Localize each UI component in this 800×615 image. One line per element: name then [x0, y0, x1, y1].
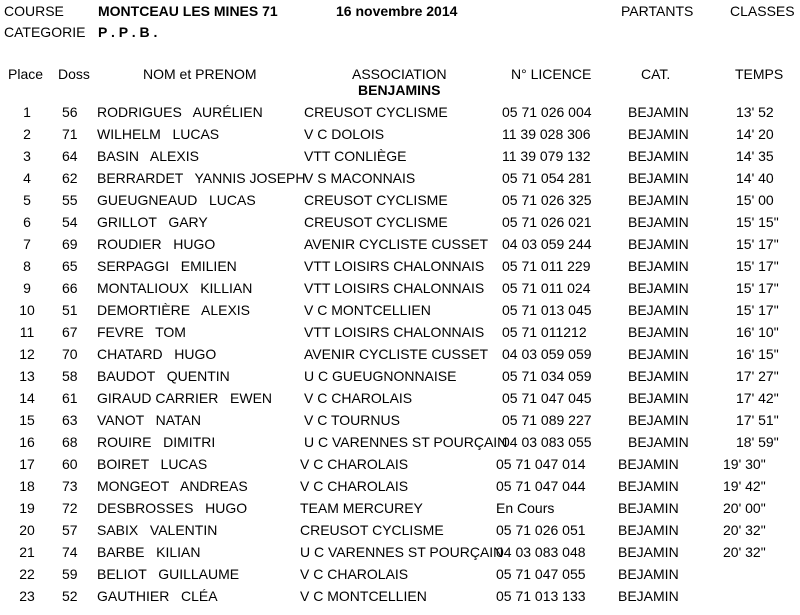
name-cell: FEVRE TOM [97, 324, 186, 340]
table-row [0, 390, 800, 412]
name-cell: SABIX VALENTIN [97, 522, 218, 538]
category-cell: BEJAMIN [618, 588, 679, 604]
doss-cell: 59 [62, 566, 78, 582]
time-cell: 18' 59" [736, 434, 779, 450]
table-row [0, 236, 800, 258]
place-cell: 15 [19, 412, 35, 428]
category-cell: BEJAMIN [618, 478, 679, 494]
licence-cell: 04 03 083 055 [502, 434, 592, 450]
place-cell: 2 [23, 126, 31, 142]
partants-label: PARTANTS [621, 3, 694, 19]
name-cell: CHATARD HUGO [97, 346, 217, 362]
licence-cell: 04 03 059 059 [502, 346, 592, 362]
table-row [0, 368, 800, 390]
table-row [0, 214, 800, 236]
doss-cell: 58 [62, 368, 78, 384]
col-header-temps: TEMPS [735, 66, 784, 82]
place-cell: 13 [19, 368, 35, 384]
association-cell: VTT LOISIRS CHALONNAIS [304, 280, 485, 296]
classes-label: CLASSES [730, 3, 795, 19]
place-cell: 21 [19, 544, 35, 560]
place-cell: 22 [19, 566, 35, 582]
time-cell: 15' 17" [736, 302, 779, 318]
place-cell: 8 [23, 258, 31, 274]
association-cell: VTT LOISIRS CHALONNAIS [304, 258, 485, 274]
doss-cell: 73 [62, 478, 78, 494]
name-cell: GUEUGNEAUD LUCAS [97, 192, 256, 208]
category-cell: BEJAMIN [628, 434, 689, 450]
place-cell: 12 [19, 346, 35, 362]
time-cell: 14' 20 [736, 126, 774, 142]
category-cell: BEJAMIN [618, 500, 679, 516]
table-row [0, 588, 800, 610]
category-cell: BEJAMIN [628, 192, 689, 208]
category-cell: BEJAMIN [628, 148, 689, 164]
place-cell: 16 [19, 434, 35, 450]
licence-cell: 11 39 079 132 [502, 148, 591, 164]
licence-cell: 05 71 026 004 [502, 104, 592, 120]
licence-cell: 05 71 026 051 [496, 522, 586, 538]
time-cell: 19' 30" [723, 456, 766, 472]
association-cell: V C DOLOIS [304, 126, 385, 142]
table-row [0, 192, 800, 214]
table-row [0, 324, 800, 346]
col-header-name: NOM et PRENOM [143, 66, 257, 82]
table-row [0, 412, 800, 434]
time-cell: 20' 32" [723, 522, 766, 538]
doss-cell: 51 [62, 302, 78, 318]
licence-cell: 05 71 054 281 [502, 170, 592, 186]
association-cell: CREUSOT CYCLISME [304, 104, 448, 120]
doss-cell: 71 [62, 126, 78, 142]
doss-cell: 62 [62, 170, 78, 186]
category-cell: BEJAMIN [628, 390, 689, 406]
doss-cell: 68 [62, 434, 78, 450]
association-cell: U C VARENNES ST POURÇAIN [300, 544, 504, 560]
name-cell: RODRIGUES AURÉLIEN [97, 104, 263, 120]
place-cell: 20 [19, 522, 35, 538]
doss-cell: 55 [62, 192, 78, 208]
association-cell: V S MACONNAIS [304, 170, 416, 186]
doss-cell: 69 [62, 236, 78, 252]
name-cell: BAUDOT QUENTIN [97, 368, 230, 384]
time-cell: 15' 17" [736, 280, 779, 296]
table-row [0, 500, 800, 522]
race-date: 16 novembre 2014 [336, 3, 458, 19]
table-row [0, 434, 800, 456]
categorie-label: CATEGORIE [4, 24, 86, 40]
table-row [0, 456, 800, 478]
licence-cell: 05 71 011212 [502, 324, 587, 340]
category-cell: BEJAMIN [628, 236, 689, 252]
place-cell: 5 [23, 192, 31, 208]
time-cell: 15' 17" [736, 236, 779, 252]
licence-cell: 05 71 089 227 [502, 412, 592, 428]
name-cell: SERPAGGI EMILIEN [97, 258, 237, 274]
table-row [0, 170, 800, 192]
time-cell: 15' 15" [736, 214, 779, 230]
doss-cell: 56 [62, 104, 78, 120]
category-cell: BEJAMIN [628, 346, 689, 362]
table-row [0, 148, 800, 170]
table-row [0, 126, 800, 148]
time-cell: 19' 42" [723, 478, 766, 494]
association-cell: V C CHAROLAIS [300, 456, 409, 472]
category-cell: BEJAMIN [628, 412, 689, 428]
table-row [0, 104, 800, 126]
place-cell: 3 [23, 148, 31, 164]
licence-cell: 05 71 011 229 [502, 258, 591, 274]
col-header-cat: CAT. [641, 66, 671, 82]
association-cell: U C GUEUGNONNAISE [304, 368, 457, 384]
name-cell: BELIOT GUILLAUME [97, 566, 240, 582]
col-header-place: Place [8, 66, 44, 82]
association-cell: AVENIR CYCLISTE CUSSET [304, 346, 489, 362]
doss-cell: 64 [62, 148, 78, 164]
table-row [0, 258, 800, 280]
time-cell: 20' 00" [723, 500, 766, 516]
name-cell: DEMORTIÈRE ALEXIS [97, 302, 251, 318]
doss-cell: 72 [62, 500, 78, 516]
name-cell: VANOT NATAN [97, 412, 201, 428]
licence-cell: 05 71 047 055 [496, 566, 586, 582]
name-cell: ROUDIER HUGO [97, 236, 216, 252]
name-cell: GAUTHIER CLÉA [97, 588, 218, 604]
licence-cell: 04 03 083 048 [496, 544, 586, 560]
table-row [0, 302, 800, 324]
licence-cell: 05 71 026 021 [502, 214, 592, 230]
association-cell: V C CHAROLAIS [300, 566, 409, 582]
licence-cell: 05 71 011 024 [502, 280, 591, 296]
col-header-doss: Doss [58, 66, 90, 82]
name-cell: BOIRET LUCAS [97, 456, 208, 472]
association-cell: U C VARENNES ST POURÇAIN [304, 434, 508, 450]
licence-cell: 05 71 047 014 [496, 456, 586, 472]
time-cell: 13' 52 [736, 104, 774, 120]
name-cell: DESBROSSES HUGO [97, 500, 248, 516]
name-cell: WILHELM LUCAS [97, 126, 220, 142]
time-cell: 20' 32" [723, 544, 766, 560]
time-cell: 14' 35 [736, 148, 774, 164]
table-row [0, 544, 800, 566]
place-cell: 7 [23, 236, 31, 252]
place-cell: 23 [19, 588, 35, 604]
association-cell: V C MONTCELLIEN [304, 302, 431, 318]
doss-cell: 65 [62, 258, 78, 274]
category-cell: BEJAMIN [628, 324, 689, 340]
doss-cell: 54 [62, 214, 78, 230]
category-cell: BEJAMIN [618, 544, 679, 560]
col-header-association: ASSOCIATION [352, 66, 447, 82]
licence-cell: 04 03 059 244 [502, 236, 592, 252]
place-cell: 19 [19, 500, 35, 516]
licence-cell: 05 71 026 325 [502, 192, 592, 208]
time-cell: 15' 17" [736, 258, 779, 274]
category-cell: BEJAMIN [628, 368, 689, 384]
association-cell: AVENIR CYCLISTE CUSSET [304, 236, 489, 252]
doss-cell: 66 [62, 280, 78, 296]
doss-cell: 57 [62, 522, 78, 538]
name-cell: ROUIRE DIMITRI [97, 434, 216, 450]
licence-cell: 05 71 013 045 [502, 302, 592, 318]
association-cell: VTT LOISIRS CHALONNAIS [304, 324, 485, 340]
association-cell: CREUSOT CYCLISME [300, 522, 444, 538]
licence-cell: 11 39 028 306 [502, 126, 591, 142]
place-cell: 14 [19, 390, 35, 406]
category-cell: BEJAMIN [618, 566, 679, 582]
place-cell: 18 [19, 478, 35, 494]
table-row [0, 478, 800, 500]
table-row [0, 566, 800, 588]
place-cell: 10 [19, 302, 35, 318]
association-cell: V C TOURNUS [304, 412, 400, 428]
licence-cell: 05 71 013 133 [496, 588, 586, 604]
doss-cell: 67 [62, 324, 78, 340]
category-cell: BEJAMIN [628, 302, 689, 318]
place-cell: 11 [19, 324, 35, 340]
doss-cell: 61 [62, 390, 78, 406]
doss-cell: 60 [62, 456, 78, 472]
association-cell: V C MONTCELLIEN [300, 588, 427, 604]
category-cell: BEJAMIN [618, 456, 679, 472]
table-row [0, 280, 800, 302]
time-cell: 17' 27" [736, 368, 779, 384]
doss-cell: 63 [62, 412, 78, 428]
table-row [0, 346, 800, 368]
categorie-value: P . P . B . [98, 24, 158, 40]
licence-cell: En Cours [496, 500, 555, 516]
name-cell: BERRARDET YANNIS JOSEPH [97, 170, 306, 186]
category-cell: BEJAMIN [628, 214, 689, 230]
name-cell: MONGEOT ANDREAS [97, 478, 248, 494]
category-cell: BEJAMIN [628, 104, 689, 120]
association-cell: V C CHAROLAIS [300, 478, 409, 494]
time-cell: 17' 42" [736, 390, 779, 406]
name-cell: GIRAUD CARRIER EWEN [97, 390, 273, 406]
licence-cell: 05 71 047 044 [496, 478, 586, 494]
licence-cell: 05 71 034 059 [502, 368, 592, 384]
table-row [0, 522, 800, 544]
time-cell: 16' 10" [736, 324, 779, 340]
name-cell: BARBE KILIAN [97, 544, 201, 560]
association-cell: VTT CONLIÈGE [304, 148, 407, 164]
time-cell: 16' 15" [736, 346, 779, 362]
place-cell: 17 [19, 456, 35, 472]
category-cell: BEJAMIN [628, 258, 689, 274]
name-cell: GRILLOT GARY [97, 214, 208, 230]
time-cell: 17' 51" [736, 412, 779, 428]
course-label: COURSE [4, 3, 64, 19]
category-cell: BEJAMIN [628, 280, 689, 296]
group-label: BENJAMINS [358, 82, 441, 98]
category-cell: BEJAMIN [628, 170, 689, 186]
place-cell: 1 [23, 104, 31, 120]
time-cell: 15' 00 [736, 192, 774, 208]
place-cell: 4 [23, 170, 31, 186]
place-cell: 9 [23, 280, 31, 296]
category-cell: BEJAMIN [628, 126, 689, 142]
name-cell: BASIN ALEXIS [97, 148, 199, 164]
association-cell: V C CHAROLAIS [304, 390, 413, 406]
association-cell: TEAM MERCUREY [300, 500, 423, 516]
time-cell: 14' 40 [736, 170, 774, 186]
category-cell: BEJAMIN [618, 522, 679, 538]
name-cell: MONTALIOUX KILLIAN [97, 280, 253, 296]
col-header-licence: N° LICENCE [511, 66, 592, 82]
doss-cell: 52 [62, 588, 78, 604]
doss-cell: 70 [62, 346, 78, 362]
place-cell: 6 [23, 214, 31, 230]
association-cell: CREUSOT CYCLISME [304, 192, 448, 208]
course-value: MONTCEAU LES MINES 71 [98, 3, 278, 19]
doss-cell: 74 [62, 544, 78, 560]
association-cell: CREUSOT CYCLISME [304, 214, 448, 230]
licence-cell: 05 71 047 045 [502, 390, 592, 406]
